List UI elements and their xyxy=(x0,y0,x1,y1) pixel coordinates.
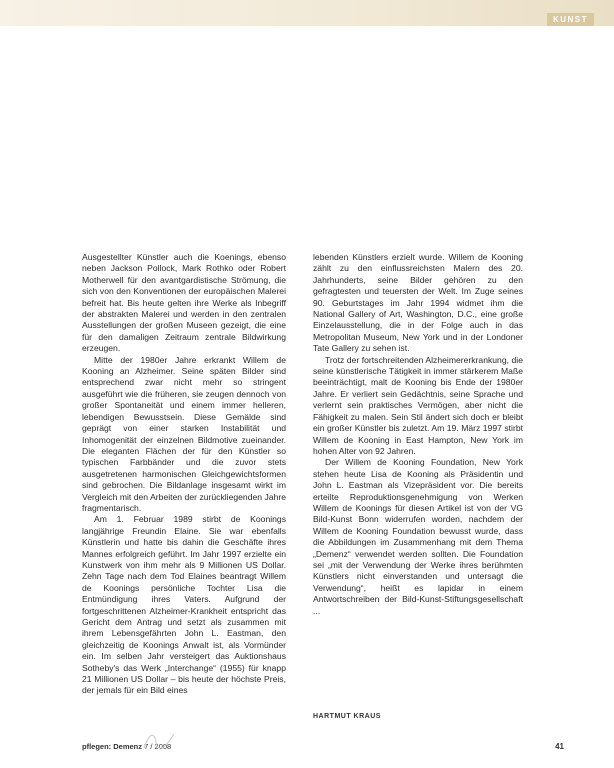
paragraph: Am 1. Februar 1989 stirbt de Koonings langjährige Freundin Elaine. Sie war ebenfalls Künstlerin und hatte bis dahin die Geschäfte ihres Mannes erfolgreich geführt. Im Jahr 1997 erzielte ein Kunstwerk von ihm mehr als 9 Millionen US Dollar. Zehn Tage nach dem Tod Elaines beantragt Willem de Koonings persönliche Tochter Lisa die Entmündigung ihres Vaters. Aufgrund der fortgeschrittenen Alzheimer-Krankheit entspricht das Gericht dem Antrag und setzt als zusammen mit ihrem Lebensgefährten John L. Eastman, den gleichzeitig de Koonings Anwalt ist, als Vormünder ein. Im selben Jahr versteigert das Auktionshaus Sotheby's das Werk „Interchange“ (1955) für knapp 21 Millionen US Dollar – bis heute der höchste Preis, der jemals für ein Bild eines xyxy=(82,514,286,696)
article-column-right xyxy=(313,252,523,617)
issue-number: 7 / 2008 xyxy=(144,742,172,751)
paragraph: Mitte der 1980er Jahre erkrankt Willem de Kooning an Alzheimer. Seine späten Bilder sind entsprechend zwar nicht mehr so stringent ausgeführt wie die früheren, sie zeugen dennoch von großer Spontaneität und einem immer helleren, lebendigen Bewusstsein. Diese Gemälde sind geprägt von einer starken Instabilität und Inhomogenität der einzelnen Bildmotive zueinander. Die eleganten Flächen der für den Künstler so typischen Farbbänder und die zuvor stets ausgetretenen harmonischen Gleichgewichtsformen sind gebrochen. Die Bildanlage insgesamt wirkt im Vergleich mit den Arbeiten der zurückliegenden Jahre fragmentarisch. xyxy=(82,354,286,513)
paragraph: Ausgestellter Künstler auch die Koenings, ebenso neben Jackson Pollock, Mark Rothko oder Robert Motherwell für den avantgardistische Strömung, die sich von den Konventionen der europäischen Malerei befreit hat. Bis heute gelten ihre Werke als Inbegriff der abstrakten Malerei und werden in den zentralen Ausstellungen der großen Museen gezeigt, die eine für den damaligen Zeitraum zentrale Bildwirkung erzeugen. xyxy=(82,252,286,354)
author-byline: HARTMUT KRAUS xyxy=(313,713,381,720)
paragraph: lebenden Künstlers erzielt wurde. Willem de Kooning zählt zu den einflussreichsten Malern des 20. Jahrhunderts, seine Bilder gehören zu den gefragtesten und teuersten der Welt. Im Zuge seines 90. Geburtstages im Jahr 1994 widmet ihm die National Gallery of Art, Washington, D.C., eine große Einzelausstellung, die in der Folge auch in das Metropolitan Museum, New York und in der Londoner Tate Gallery zu sehen ist. xyxy=(313,252,523,354)
header-band xyxy=(0,0,614,26)
publication-name: pflegen: Demenz xyxy=(82,742,143,751)
paragraph: Trotz der fortschreitenden Alzheimererkrankung, die seine künstlerische Tätigkeit in immer stärkerem Maße beeinträchtigt, malt de Kooning bis Ende der 1980er Jahre. Er verliert sein Gedächtnis, seine Sprache und verlernt sein praktisches Vermögen, aber nicht die Fähigkeit zu malen. Sein Stil ändert sich doch er bleibt ein großer Künstler bis zuletzt. Am 19. März 1997 stirbt Willem de Kooning in East Hampton, New York im hohen Alter von 92 Jahren. xyxy=(313,354,523,456)
section-label: KUNST xyxy=(547,13,594,26)
pen-mark-icon xyxy=(140,728,180,752)
article-column-left xyxy=(82,252,286,697)
page-number: 41 xyxy=(555,742,564,751)
paragraph: Der Willem de Kooning Foundation, New York stehen heute Lisa de Kooning als Präsidentin und John L. Eastman als Vizepräsident vor. Die bereits erteilte Reproduktionsgenehmigung von Werken Willem de Koonings für diesen Artikel ist von der VG Bild-Kunst Bonn widerrufen worden, nachdem der Willem de Kooning Foundation bewusst wurde, dass die Abbildungen im Zusammenhang mit dem Thema „Demenz“ verwendet werden sollten. Die Foundation sei „mit der Verwendung der Werke ihres berühmten Künstlers nicht einverstanden und untersagt die Verwendung“, heißt es lapidar in einem Antwortschreiben der Bild-Kunst-Stiftungsgesellschaft ... xyxy=(313,457,523,616)
